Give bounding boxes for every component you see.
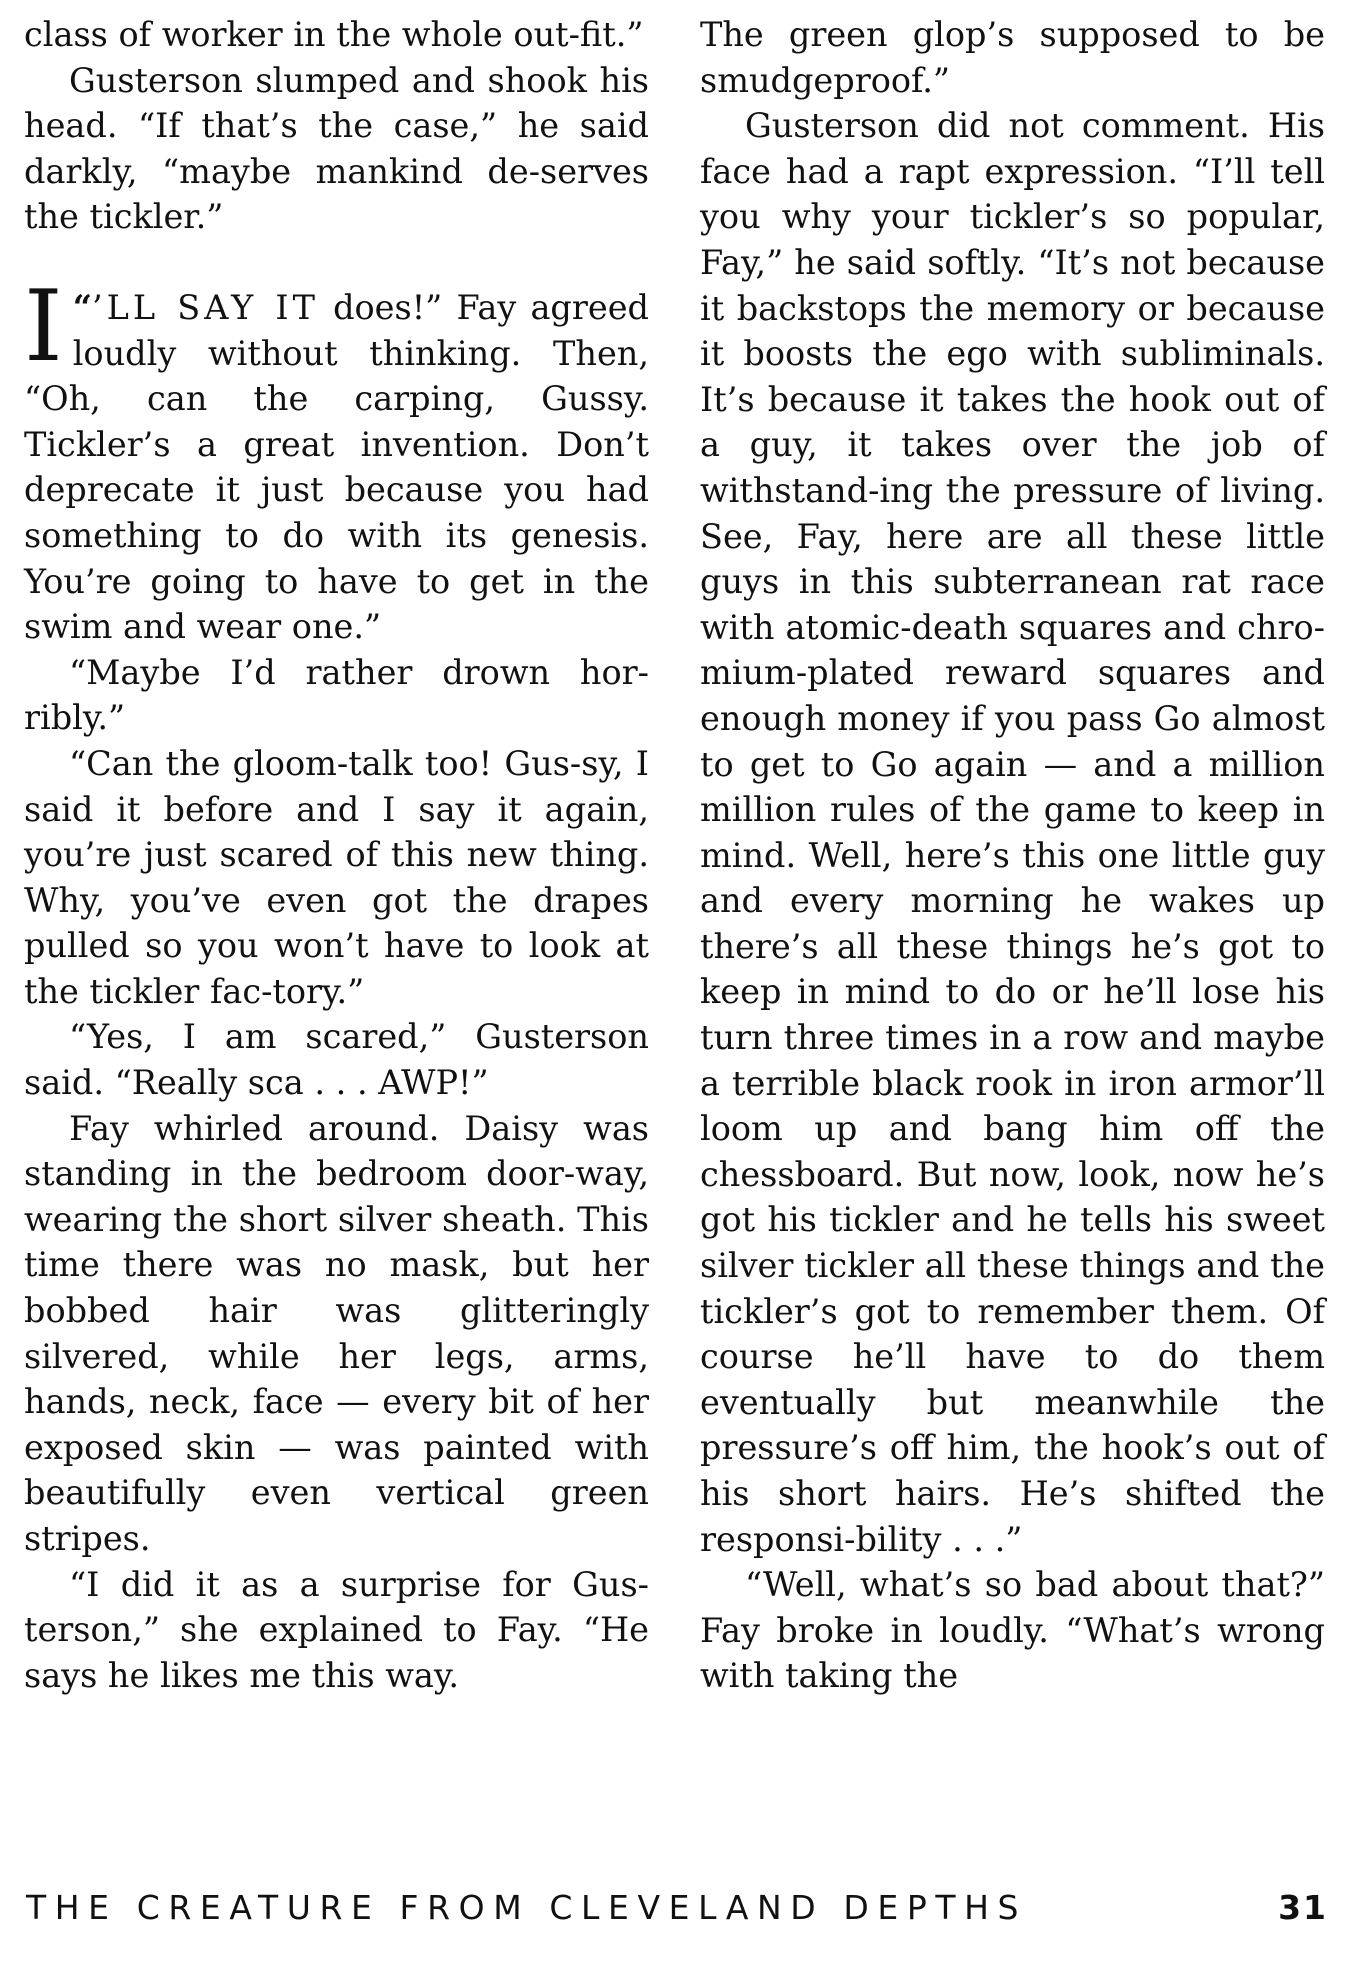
paragraph: “Maybe I’d rather drown hor-ribly.” [24, 652, 649, 738]
page-footer [26, 1888, 1328, 1938]
drop-cap-letter: I [24, 269, 63, 384]
running-title: THE CREATURE FROM CLEVELAND DEPTHS [26, 1888, 1028, 1927]
paragraph: Fay whirled around. Daisy was standing in the bedroom door-way, wearing the short silver sheath. This time there was no mask, but her bobbed hair was glitteringly silvered, while her legs, arms, hands, neck, face — every bit of her exposed skin — was painted with beautifully even vertical green stripes. [24, 1108, 649, 1558]
paragraph: “Yes, I am scared,” Gusterson said. “Really sca . . . AWP!” [24, 1017, 649, 1103]
page-number: 31 [1278, 1888, 1328, 1927]
right-text-column [700, 12, 1325, 1699]
paragraph-text: does!” Fay agreed loudly without thinking. Then, “Oh, can the carping, Gussy. Tickler’s a great invention. Don’t deprecate it just because you had something to do with its genesis. You’re going to have to get in the swim and wear one.” [24, 287, 649, 647]
paragraph-dropcap [24, 269, 649, 650]
paragraph: “Can the gloom-talk too! Gus-sy, I said it before and I say it again, you’re just scared of this new thing. Why, you’ve even got the drapes pulled so you won’t have to look at the tickler fac-tory.” [24, 743, 649, 1011]
left-text-column [24, 12, 649, 1698]
open-quote-mark: “ [72, 287, 92, 327]
small-caps-lead: ’LL SAY IT [92, 287, 319, 327]
paragraph: Gusterson did not comment. His face had a rapt expression. “I’ll tell you why your tickler’s so popular, Fay,” he said softly. “It’s not because it backstops the memory or because it boosts the ego with subliminals. It’s because it takes the hook out of a guy, it takes over the job of withstand-ing the pressure of living. See, Fay, here are all these little guys in this subterranean rat race with atomic-death squares and chro-mium-plated reward squares and enough money if you pass Go almost to get to Go again — and a million million rules of the game to keep in mind. Well, here’s this one little guy and every morning he wakes up there’s all these things he’s got to keep in mind to do or he’ll lose his turn three times in a row and maybe a terrible black rook in iron armor’ll loom up and bang him off the chessboard. But now, look, now he’s got his tickler and he tells his sweet silver tickler all these things and the tickler’s got to remember them. Of course he’ll have to do them eventually but meanwhile the pressure’s off him, the hook’s out of his short hairs. He’s shifted the responsi-bility . . .” [700, 106, 1325, 1559]
paragraph: The green glop’s supposed to be smudgeproof.” [700, 15, 1325, 100]
paragraph: Gusterson slumped and shook his head. “If that’s the case,” he said darkly, “maybe mankind de-serves the tickler.” [24, 60, 649, 237]
paragraph: “I did it as a surprise for Gus-terson,” she explained to Fay. “He says he likes me this way. [24, 1564, 649, 1695]
paragraph: class of worker in the whole out-fit.” [24, 15, 644, 54]
paragraph: “Well, what’s so bad about that?” Fay broke in loudly. “What’s wrong with taking the [700, 1565, 1325, 1696]
